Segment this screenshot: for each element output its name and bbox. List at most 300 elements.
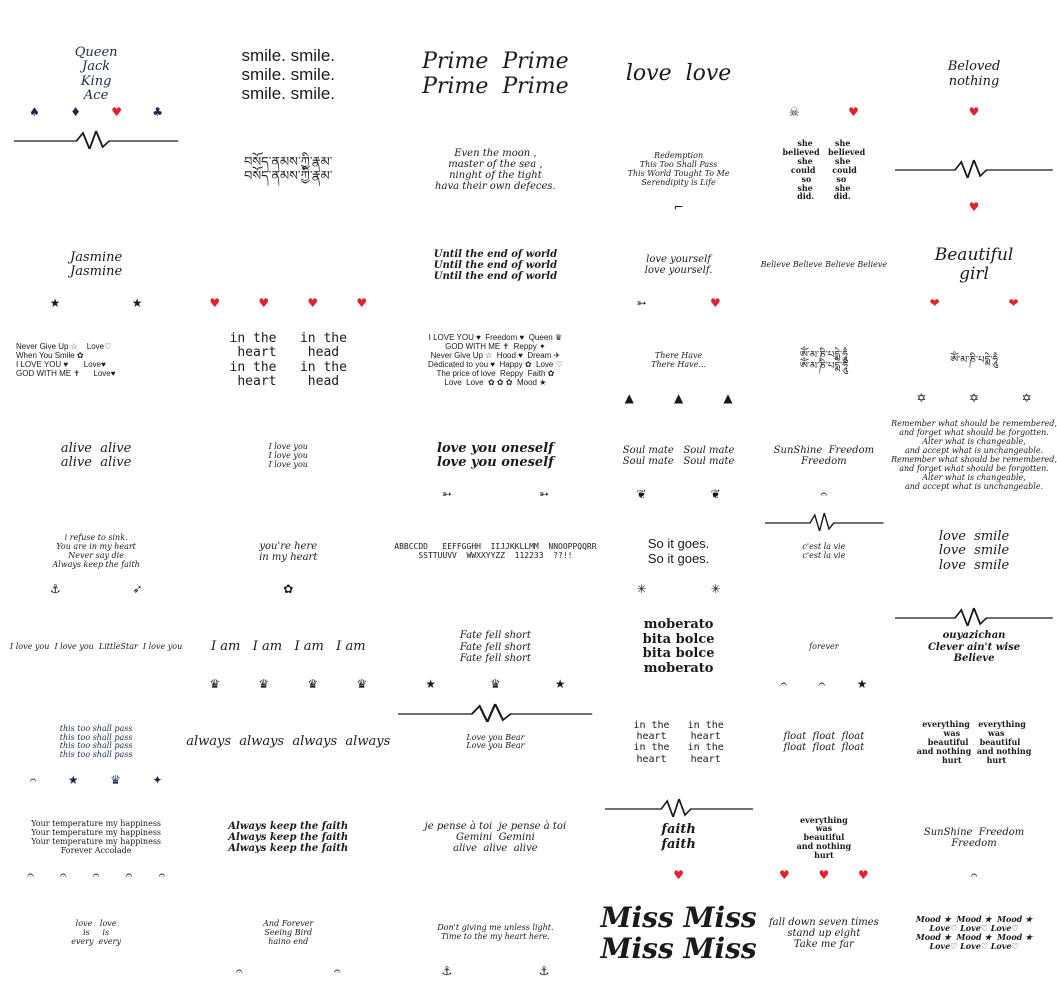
tattoo-sticker-tile bbox=[10, 219, 182, 312]
eiffel-tower-icon: ▲ bbox=[624, 391, 634, 406]
heart-icon: ♥ bbox=[307, 295, 319, 310]
tattoo-text: Jasmine bbox=[70, 249, 123, 265]
tattoo-text: smile. smile. bbox=[241, 46, 335, 66]
icon-row bbox=[398, 965, 592, 978]
tattoo-sticker-tile bbox=[891, 791, 1057, 884]
heartbeat-line-icon bbox=[605, 797, 753, 821]
heart-icon: ♥ bbox=[356, 295, 368, 310]
star-icon: ★ bbox=[425, 677, 437, 692]
heart-icon: ♥ bbox=[848, 104, 859, 119]
tattoo-sticker-tile bbox=[186, 791, 390, 884]
tattoo-text: Queen bbox=[74, 44, 118, 60]
tattoo-text: and accept what is unchangeable. bbox=[904, 446, 1044, 456]
tattoo-sticker-tile bbox=[394, 791, 596, 884]
tattoo-text: Jasmine bbox=[70, 264, 123, 280]
tattoo-text: Remember what should be remembered, bbox=[891, 455, 1057, 465]
tattoo-text: i refuse to sink. bbox=[64, 532, 128, 542]
anchor-icon: ⚓ bbox=[441, 963, 453, 978]
club-icon: ♣ bbox=[152, 104, 164, 119]
icon-row bbox=[605, 583, 753, 596]
tattoo-text: bita bolce bbox=[642, 631, 715, 647]
tattoo-text: beautiful beautiful bbox=[927, 737, 1021, 748]
heart-icon: ♥ bbox=[968, 104, 980, 119]
tattoo-text: ཨོཾ་མ་ཎི་པདྨེ་ཧཱུྃ bbox=[950, 355, 998, 367]
tattoo-text: So it goes. bbox=[647, 536, 710, 552]
tattoo-sticker-tile bbox=[186, 600, 390, 693]
tattoo-text: c'est la vie bbox=[802, 541, 846, 551]
tattoo-text: and forget what should be forgotten. bbox=[899, 428, 1049, 438]
tattoo-text: beautiful bbox=[803, 832, 845, 843]
tattoo-text: Alter what is changeable, bbox=[922, 473, 1026, 483]
icon-row bbox=[398, 678, 592, 691]
tattoo-sticker-tile bbox=[761, 314, 888, 407]
tattoo-text: Love Love ✿ ✿ ✿ Mood ★ bbox=[444, 377, 547, 387]
icon-row bbox=[605, 488, 753, 501]
heartbeat-line-icon bbox=[765, 511, 884, 535]
tattoo-text: this too shall pass bbox=[59, 723, 133, 733]
tattoo-sticker-tile bbox=[10, 505, 182, 598]
arrow-icon: ➳ bbox=[538, 486, 549, 501]
tattoo-text: you're here bbox=[259, 540, 318, 552]
tattoo-text: forever bbox=[809, 641, 839, 651]
tattoo-text: And Forever bbox=[263, 918, 314, 928]
tattoo-text: alive alive bbox=[60, 455, 132, 471]
paw-icon: ✦ bbox=[152, 772, 163, 787]
tattoo-text: Always keep the faith bbox=[228, 821, 349, 833]
tattoo-sticker-tile bbox=[394, 314, 596, 407]
tattoo-sticker-tile bbox=[891, 505, 1057, 598]
tattoo-text: believed believed bbox=[782, 146, 866, 157]
bird-icon: 𝄐 bbox=[820, 486, 828, 501]
tattoo-text: So it goes. bbox=[647, 550, 710, 566]
heartbeat-line-icon bbox=[398, 702, 592, 726]
feather-icon: ➶ bbox=[132, 581, 143, 596]
tattoo-text: love love bbox=[625, 61, 732, 87]
tattoo-text: Always keep the faith bbox=[228, 843, 349, 855]
icon-row bbox=[14, 297, 178, 310]
tattoo-sticker-tile bbox=[186, 887, 390, 980]
icon-row bbox=[190, 678, 386, 691]
tattoo-sticker-tile bbox=[394, 505, 596, 598]
tattoo-text: this too shall pass bbox=[59, 732, 133, 742]
tattoo-text: Serendipity is Life bbox=[641, 178, 716, 188]
tattoo-text: Prime Prime bbox=[422, 73, 569, 99]
tattoo-text: faith bbox=[661, 836, 696, 852]
tattoo-text: Until the end of world bbox=[433, 259, 558, 271]
anchor-icon: ⚓ bbox=[538, 963, 550, 978]
tattoo-text: alive alive bbox=[60, 440, 132, 456]
tattoo-sticker-tile bbox=[891, 600, 1057, 693]
tattoo-sticker-tile bbox=[186, 28, 390, 121]
tattoo-text: love yourself bbox=[646, 254, 711, 266]
tattoo-text: and nothing bbox=[796, 841, 852, 852]
tattoo-text: master of the sea , bbox=[448, 158, 543, 170]
bird-icon: 𝄐 bbox=[92, 868, 100, 883]
tattoo-text: in the in the bbox=[633, 742, 724, 754]
eiffel-tower-icon: ▲ bbox=[673, 391, 684, 406]
bird-icon: 𝄐 bbox=[59, 868, 67, 883]
tattoo-text: I LOVE YOU ♥ Freedom ♥ Queen ♛ bbox=[428, 333, 563, 343]
tattoo-text: fall down seven times bbox=[768, 916, 879, 928]
anchor-icon: ⚓ bbox=[49, 581, 61, 596]
tattoo-text: heart heart bbox=[636, 753, 721, 765]
tattoo-text: stand up eight bbox=[787, 927, 861, 939]
tattoo-text: ཨོཾ་མ་ཎི་པདྨེ་ཧཱུྃ bbox=[799, 360, 848, 372]
tattoo-sticker-tile bbox=[186, 505, 390, 598]
tattoo-text: and forget what should be forgotten. bbox=[899, 464, 1049, 474]
bird-icon: 𝄐 bbox=[29, 772, 37, 787]
spade-icon: ♠ bbox=[29, 104, 40, 119]
tattoo-text: There Have... bbox=[651, 359, 707, 369]
tattoo-text: བསོད་ནམས་ཀྱི་རྣམ་ bbox=[244, 154, 333, 170]
tattoo-sticker-tile bbox=[10, 314, 182, 407]
heartbeat-line-icon bbox=[895, 606, 1053, 630]
bird-icon: 𝄐 bbox=[158, 868, 166, 883]
tattoo-text: moberato bbox=[643, 617, 714, 632]
tattoo-text: I love you bbox=[268, 441, 308, 451]
tattoo-text: faith bbox=[661, 822, 696, 838]
tattoo-text: Until the end of world bbox=[433, 248, 558, 260]
icon-row bbox=[895, 297, 1053, 310]
asterisk-icon: ✳ bbox=[636, 581, 647, 596]
tattoo-text: float float float bbox=[783, 742, 865, 754]
tattoo-sticker-tile bbox=[10, 887, 182, 980]
tattoo-text: Fate fell short bbox=[459, 641, 531, 653]
tattoo-text: Never say die bbox=[68, 550, 124, 560]
tattoo-sticker-tile bbox=[761, 696, 888, 789]
tattoo-text: smile. smile. bbox=[241, 65, 335, 85]
tattoo-text: heart head bbox=[237, 345, 340, 361]
tattoo-text: Your temperature my happiness bbox=[31, 836, 162, 846]
tattoo-text: she she bbox=[797, 155, 851, 166]
tattoo-text: was was bbox=[943, 728, 1005, 739]
tattoo-text: Believe bbox=[953, 652, 995, 664]
tattoo-sticker-tile bbox=[761, 219, 888, 312]
tattoo-text: love smile bbox=[938, 557, 1010, 573]
tattoo-text: hurt hurt bbox=[941, 754, 1007, 765]
icon-row bbox=[895, 392, 1053, 405]
heart-icon: ♥ bbox=[111, 104, 122, 119]
tattoo-text: she she bbox=[797, 182, 851, 193]
tattoo-text: love yourself. bbox=[644, 265, 713, 277]
eiffel-tower-icon: ▲ bbox=[723, 391, 733, 406]
tattoo-text: love you oneself bbox=[437, 455, 554, 471]
tattoo-text: could could bbox=[790, 164, 857, 175]
bird-icon: 𝄐 bbox=[125, 868, 133, 883]
tattoo-text: SunShine Freedom bbox=[923, 826, 1025, 838]
tattoo-text: Miss Miss bbox=[600, 900, 757, 934]
tattoo-sticker-tile bbox=[394, 696, 596, 789]
tattoo-sticker-tile bbox=[186, 314, 390, 407]
tattoo-sticker-tile bbox=[186, 219, 390, 312]
tattoo-sticker-tile bbox=[394, 219, 596, 312]
tattoo-text: Your temperature my happiness bbox=[31, 818, 162, 828]
tattoo-text: Freedom bbox=[951, 837, 997, 849]
tattoo-text: Prime Prime bbox=[422, 49, 569, 75]
star-icon: ★ bbox=[131, 295, 143, 310]
tattoo-text: Gemini Gemini bbox=[455, 832, 535, 844]
tattoo-text: This World Tought To Me bbox=[627, 169, 730, 179]
icon-row bbox=[895, 201, 1053, 214]
lips-icon: ❤ bbox=[1008, 295, 1019, 310]
tattoo-text: Beloved bbox=[947, 59, 1001, 75]
tattoo-text: Don't giving me unless light. bbox=[437, 923, 554, 933]
tattoo-text: I love you bbox=[268, 450, 308, 460]
revolver-icon: ⌐ bbox=[673, 200, 684, 215]
tattoo-text: Love♡ Love♡ Love♡ bbox=[929, 941, 1019, 952]
tattoo-text: in the in the bbox=[229, 359, 347, 375]
bird-icon: 𝄐 bbox=[235, 963, 243, 978]
star-of-david-icon: ✡ bbox=[916, 391, 927, 406]
tattoo-text: GOD WITH ME ✝ Love♥ bbox=[16, 368, 116, 378]
icon-row bbox=[765, 488, 884, 501]
crown-icon: ♛ bbox=[307, 677, 319, 692]
icon-row bbox=[895, 106, 1053, 119]
bird-icon: 𝄐 bbox=[780, 677, 788, 692]
tattoo-sticker-tile bbox=[10, 28, 182, 121]
tattoo-sticker-tile bbox=[394, 28, 596, 121]
tattoo-sticker-tile bbox=[601, 791, 757, 884]
crown-icon: ♛ bbox=[490, 677, 501, 692]
heartbeat-line-icon bbox=[14, 129, 178, 153]
flower-icon: ✿ bbox=[283, 581, 294, 596]
heartbeat-line-icon bbox=[895, 158, 1053, 182]
tattoo-sticker-tile bbox=[761, 505, 888, 598]
tattoo-sticker-tile bbox=[601, 219, 757, 312]
tattoo-text: Remember what should be remembered, bbox=[891, 419, 1057, 429]
tattoo-text: so so bbox=[801, 173, 847, 184]
tattoo-sticker-tile bbox=[761, 887, 888, 980]
tattoo-sticker-tile bbox=[10, 791, 182, 884]
tattoo-text: Never Give Up ☆ Hood ♥ Dream ✈ bbox=[430, 350, 561, 360]
tattoo-sticker-tile bbox=[891, 696, 1057, 789]
tattoo-text: I am I am I am I am bbox=[210, 638, 366, 654]
tattoo-sticker-tile bbox=[891, 314, 1057, 407]
tattoo-sticker-tile bbox=[394, 123, 596, 216]
star-icon: ★ bbox=[67, 772, 79, 787]
tattoo-text: float float float bbox=[783, 731, 865, 743]
tattoo-text: This Too Shall Pass bbox=[639, 160, 718, 170]
icon-row bbox=[190, 583, 386, 596]
tattoo-text: I LOVE YOU ♥ Love♥ bbox=[16, 359, 106, 369]
tattoo-text: Until the end of world bbox=[433, 271, 558, 283]
tattoo-sticker-tile bbox=[891, 410, 1057, 503]
tattoo-text: The price of love Reppy Faith ✿ bbox=[436, 368, 555, 378]
tattoo-sticker-tile bbox=[601, 410, 757, 503]
butterfly-icon: ❦ bbox=[636, 486, 647, 501]
heart-icon: ♥ bbox=[778, 868, 790, 883]
icon-row bbox=[765, 106, 884, 119]
tattoo-sticker-tile bbox=[601, 600, 757, 693]
star-of-david-icon: ✡ bbox=[969, 391, 980, 406]
tattoo-text: in the in the bbox=[633, 720, 724, 732]
icon-row bbox=[765, 869, 884, 882]
tattoo-text: SunShine Freedom bbox=[773, 445, 875, 457]
tattoo-text: Mood ★ Mood ★ Mood ★ bbox=[915, 914, 1033, 925]
tattoo-sticker-tile bbox=[891, 887, 1057, 980]
tattoo-text: Love you Bear bbox=[466, 741, 525, 751]
tattoo-text: Love♡ Love♡ Love♡ bbox=[929, 923, 1019, 934]
lips-icon: ❤ bbox=[929, 295, 940, 310]
tattoo-text: nothing bbox=[948, 73, 1000, 89]
tattoo-sticker-tile bbox=[10, 123, 182, 216]
icon-row bbox=[605, 869, 753, 882]
tattoo-text: Clever ain't wise bbox=[927, 641, 1021, 653]
bird-icon: 𝄐 bbox=[970, 868, 978, 883]
skull-icon: ☠ bbox=[788, 104, 800, 119]
heart-icon: ♥ bbox=[818, 868, 830, 883]
tattoo-sticker-tile bbox=[601, 123, 757, 216]
tattoo-text: love you oneself bbox=[437, 440, 554, 456]
crown-icon: ♛ bbox=[209, 677, 221, 692]
tattoo-text: girl bbox=[959, 264, 989, 285]
tattoo-sticker-tile bbox=[10, 600, 182, 693]
tattoo-text: je pense à toi je pense à toi bbox=[424, 821, 567, 833]
tattoo-sticker-tile bbox=[186, 696, 390, 789]
tattoo-text: haino end bbox=[268, 936, 309, 946]
arrow-icon: ➳ bbox=[441, 486, 452, 501]
bird-icon: 𝄐 bbox=[818, 677, 826, 692]
tattoo-text: Forever Accolade bbox=[60, 845, 132, 855]
crown-icon: ♛ bbox=[110, 772, 121, 787]
tattoo-sticker-tile bbox=[761, 791, 888, 884]
bird-icon: 𝄐 bbox=[27, 868, 34, 883]
asterisk-icon: ✳ bbox=[710, 581, 721, 596]
tattoo-text: I love you bbox=[268, 459, 308, 469]
tattoo-sticker-tile bbox=[601, 887, 757, 980]
heart-icon: ♥ bbox=[209, 295, 221, 310]
tattoo-sticker-tile bbox=[10, 410, 182, 503]
tattoo-text: Your temperature my happiness bbox=[31, 827, 162, 837]
heart-icon: ♥ bbox=[673, 868, 684, 883]
tattoo-text: Take me far bbox=[793, 938, 854, 950]
tattoo-text: is is bbox=[83, 927, 110, 937]
tattoo-text: ninght of the tight bbox=[449, 170, 542, 182]
tattoo-sticker-tile bbox=[601, 28, 757, 121]
heart-icon: ♥ bbox=[710, 295, 721, 310]
icon-row bbox=[605, 392, 753, 405]
tattoo-sticker-tile bbox=[186, 123, 390, 216]
tattoo-text: I love you I love you LittleStar I love you bbox=[10, 641, 183, 651]
tattoo-text: every every bbox=[71, 936, 121, 946]
crown-icon: ♛ bbox=[356, 677, 368, 692]
tattoo-sticker-tile bbox=[891, 28, 1057, 121]
tattoo-text: Alter what is changeable, bbox=[922, 437, 1026, 447]
tattoo-text: Believe Believe Believe Believe bbox=[760, 260, 888, 270]
icon-row bbox=[605, 201, 753, 214]
tattoo-text: Seeing Bird bbox=[264, 927, 313, 937]
icon-row bbox=[605, 297, 753, 310]
tattoo-text: love smile bbox=[938, 543, 1010, 559]
tattoo-sticker-tile bbox=[891, 123, 1057, 216]
diamond-icon: ♦ bbox=[70, 104, 81, 119]
tattoo-text: SSTTUUVV WWXXYYZZ 112233 ??!! bbox=[418, 550, 573, 560]
arrow-icon: ➳ bbox=[636, 295, 647, 310]
tattoo-text: c'est la vie bbox=[802, 550, 846, 560]
tattoo-sticker-tile bbox=[186, 410, 390, 503]
tattoo-text: Miss Miss bbox=[600, 932, 757, 966]
tattoo-text: King bbox=[80, 73, 112, 89]
tattoo-text: Time to the my heart here. bbox=[440, 932, 550, 942]
tattoo-text: Love you Bear bbox=[466, 732, 525, 742]
tattoo-text: and accept what is unchangeable. bbox=[904, 482, 1044, 492]
tattoo-text: did. did. bbox=[797, 191, 851, 202]
icon-row bbox=[895, 869, 1053, 882]
heart-icon: ♥ bbox=[258, 295, 270, 310]
tattoo-text: in the in the bbox=[229, 330, 347, 346]
tattoo-text: GOD WITH ME ✝ Reppy ✦ bbox=[445, 341, 546, 351]
icon-row bbox=[190, 965, 386, 978]
tattoo-sticker-tile bbox=[394, 410, 596, 503]
icon-row bbox=[765, 678, 884, 691]
icon-row bbox=[398, 488, 592, 501]
tattoo-text: everything everything bbox=[922, 719, 1026, 730]
icon-row bbox=[14, 774, 178, 787]
tattoo-text: Always keep the faith bbox=[228, 832, 349, 844]
tattoo-text: Mood ★ Mood ★ Mood ★ bbox=[915, 932, 1033, 943]
icon-row bbox=[14, 869, 178, 882]
tattoo-text: Fate fell short bbox=[459, 652, 531, 664]
tattoo-text: everything bbox=[800, 814, 848, 825]
tattoo-sticker-tile bbox=[761, 123, 888, 216]
heart-icon: ♥ bbox=[857, 868, 869, 883]
icon-row bbox=[190, 297, 386, 310]
tattoo-text: བསོད་ནམས་ཀྱི་རྣམ་ bbox=[244, 169, 333, 185]
tattoo-text: smile. smile. bbox=[241, 84, 335, 104]
tattoo-text: this too shall pass bbox=[59, 741, 133, 751]
tattoo-text: heart heart bbox=[636, 731, 721, 743]
tattoo-text: Always keep the faith bbox=[52, 559, 140, 569]
tattoo-text: Jack bbox=[82, 59, 111, 75]
tattoo-text: alive alive alive bbox=[453, 843, 538, 855]
tattoo-text: Beautiful bbox=[934, 245, 1014, 266]
tattoo-text: You are in my heart bbox=[56, 541, 136, 551]
tattoo-text: Soul mate Soul mate bbox=[622, 456, 735, 468]
tattoo-text: Fate fell short bbox=[459, 630, 531, 642]
tattoo-text: Never Give Up ☆ Love♡ bbox=[16, 341, 112, 351]
tattoo-sticker-tile bbox=[394, 600, 596, 693]
tattoo-text: Even the moon , bbox=[454, 147, 537, 159]
tattoo-text: in my heart bbox=[259, 551, 318, 563]
tattoo-text: hurt bbox=[814, 850, 834, 861]
icon-row bbox=[14, 106, 178, 119]
tattoo-text: Redemption bbox=[654, 151, 704, 161]
butterfly-icon: ❦ bbox=[710, 486, 721, 501]
tattoo-text: ABBCCDD EEFFGGHH IIJJKKLLMM NNOOPPQQRR bbox=[394, 541, 597, 551]
tattoo-text: love smile bbox=[938, 528, 1010, 544]
icon-row bbox=[14, 583, 178, 596]
tattoo-text: Freedom bbox=[801, 456, 847, 468]
tattoo-sticker-tile bbox=[761, 410, 888, 503]
tattoo-text: love love bbox=[75, 918, 117, 928]
tattoo-text: ཨོཾ་མ་ཎི་པདྨེ་ཧཱུྃ bbox=[799, 349, 848, 361]
tattoo-text: There Have bbox=[654, 350, 703, 360]
tattoo-sticker-tile bbox=[601, 505, 757, 598]
tattoo-text: bita bolce bbox=[642, 646, 715, 662]
tattoo-sticker-tile bbox=[761, 600, 888, 693]
tattoo-sticker-tile bbox=[601, 314, 757, 407]
star-icon: ★ bbox=[554, 677, 566, 692]
tattoo-text: hava their own defeces. bbox=[435, 181, 556, 193]
tattoo-sticker-tile bbox=[394, 887, 596, 980]
crown-icon: ♛ bbox=[258, 677, 270, 692]
tattoo-text: moberato bbox=[643, 660, 714, 676]
tattoo-text: When You Smile ✿ bbox=[16, 350, 84, 360]
tattoo-text: was bbox=[815, 823, 833, 834]
tattoo-sticker-tile bbox=[761, 28, 888, 121]
tattoo-text: Soul mate Soul mate bbox=[622, 445, 735, 457]
tattoo-text: Dedicated to you ♥ Happy ✿ Love ♡ bbox=[428, 359, 563, 369]
